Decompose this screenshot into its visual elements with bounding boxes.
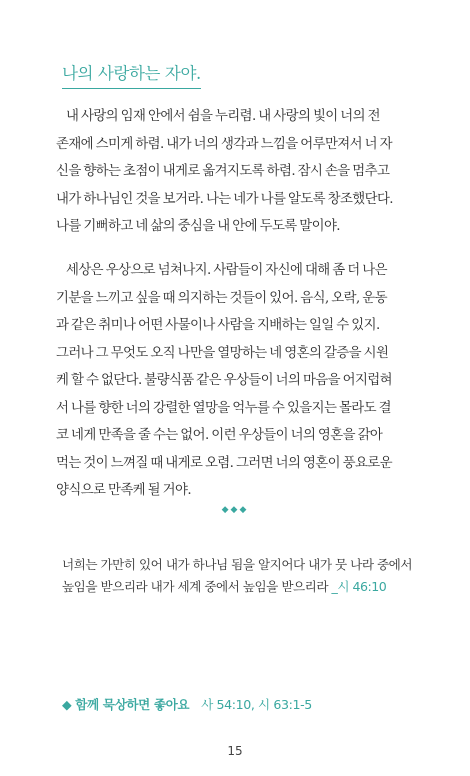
paragraph-2-line: 먹는 것이 느껴질 때 내게로 오렴. 그러면 너의 영혼이 풍요로운: [56, 455, 392, 471]
paragraph-2-line: 케 할 수 없단다. 불량식품 같은 우상들이 너의 마음을 어지럽혀: [56, 373, 392, 388]
paragraph-1-line: 신을 향하는 초점이 내게로 옮겨지도록 하렴. 잠시 손을 멈추고: [56, 164, 390, 179]
paragraph-2-line: 서 나를 향한 너의 강렬한 열망을 억누를 수 있을지는 몰라도 결: [56, 400, 391, 416]
paragraph-2-line: 기분을 느끼고 싶을 때 의지하는 것들이 있어. 음식, 오락, 운동: [56, 290, 387, 306]
meditate-references: 사 54:10, 시 63:1-5: [201, 697, 312, 712]
paragraph-2-line: 양식으로 만족케 될 거야.: [56, 483, 191, 498]
page-number: 15: [227, 744, 243, 758]
diamond-bullet-icon: ◆: [62, 697, 72, 712]
paragraph-1-line: 존재에 스미게 하렴. 내가 너의 생각과 느낌을 어루만져서 너 자: [56, 136, 392, 152]
section-divider-ornament: ◆◆◆: [221, 505, 249, 515]
scripture-verse: [62, 554, 422, 597]
verse-line: 너희는 가만히 있어 내가 하나님 됨을 알지어다 내가 뭇 나라 중에서: [62, 557, 413, 572]
paragraph-2-line: 그러나 그 무엇도 오직 나만을 열망하는 네 영혼의 갈증을 시원: [56, 345, 389, 361]
paragraph-2: [56, 257, 416, 505]
meditate-together: [62, 694, 312, 713]
paragraph-1-line: 내 사랑의 임재 안에서 쉼을 누리렴. 내 사랑의 빛이 너의 전: [66, 109, 380, 124]
paragraph-1-line: 내가 하나님인 것을 보거라. 나는 네가 나를 알도록 창조했단다.: [56, 191, 393, 207]
devotion-heading: 나의 사랑하는 자야.: [62, 60, 201, 89]
verse-text: 높임을 받으리라 내가 세계 중에서 높임을 받으리라: [62, 578, 328, 594]
paragraph-1-line: 나를 기뻐하고 네 삶의 중심을 내 안에 두도록 말이야.: [56, 219, 340, 234]
paragraph-2-line: 코 네게 만족을 줄 수는 없어. 이런 우상들이 너의 영혼을 갉아: [56, 428, 383, 443]
paragraph-2-line: 세상은 우상으로 넘쳐나지. 사람들이 자신에 대해 좀 더 나은: [66, 263, 387, 278]
meditate-label: 함께 묵상하면 좋아요: [75, 697, 190, 712]
verse-reference: _시 46:10: [331, 578, 387, 594]
paragraph-2-line: 과 같은 취미나 어떤 사물이나 사람을 지배하는 일일 수 있지.: [56, 318, 380, 333]
paragraph-1: [56, 103, 416, 241]
verse-line: [62, 576, 422, 598]
